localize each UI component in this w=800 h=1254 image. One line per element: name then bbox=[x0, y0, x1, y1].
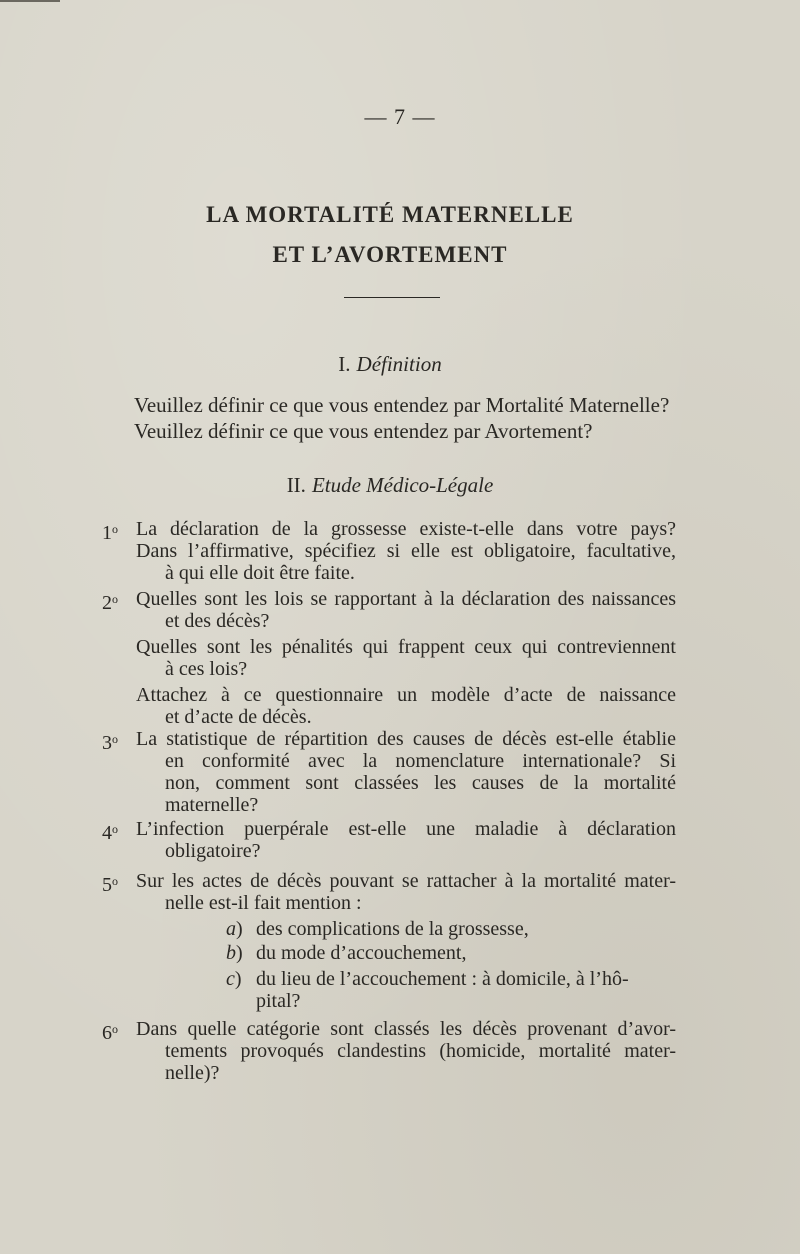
section-label: Etude Médico-Légale bbox=[311, 473, 494, 497]
section-label: Définition bbox=[356, 352, 442, 376]
definition-line: Veuillez définir ce que vous entendez par Mortalité Maternelle? bbox=[134, 393, 670, 417]
item-line: Attachez à ce questionnaire un modèle d’acte de naissance bbox=[136, 684, 676, 706]
top-edge-rule bbox=[0, 0, 60, 2]
section-number: I. bbox=[338, 352, 351, 376]
page-number: — 7 — bbox=[364, 104, 436, 129]
item-line: Sur les actes de décès pouvant se rattacher à la mortalité mater- bbox=[136, 870, 676, 892]
definition-line: Veuillez définir ce que vous entendez par Avortement? bbox=[134, 419, 593, 443]
section-heading-definition bbox=[0, 352, 780, 377]
item-number: 5$^o$ bbox=[102, 874, 118, 896]
subitem-letter: b) bbox=[226, 942, 243, 964]
item-line: tements provoqués clandestins (homicide, mortalité mater- bbox=[165, 1040, 676, 1062]
item-line: L’infection puerpérale est-elle une maladie à déclaration bbox=[136, 818, 676, 840]
item-line: et des décès? bbox=[165, 610, 270, 632]
item-number: 3$^o$ bbox=[102, 732, 118, 754]
item-line: La statistique de répartition des causes de décès est-elle établie bbox=[136, 728, 676, 750]
item-line: maternelle? bbox=[165, 794, 259, 816]
subitem-line: des complications de la grossesse, bbox=[256, 918, 529, 940]
subitem-line: du mode d’accouchement, bbox=[256, 942, 467, 964]
definition-questions bbox=[134, 392, 678, 444]
item-line: La déclaration de la grossesse existe-t-elle dans votre pays? bbox=[136, 518, 676, 540]
item-number: 4$^o$ bbox=[102, 822, 118, 844]
section-heading-etude bbox=[0, 473, 780, 498]
title-line-2: ET L’AVORTEMENT bbox=[272, 242, 508, 267]
section-number: II. bbox=[286, 473, 306, 497]
subitem-letter: a) bbox=[226, 918, 243, 940]
item-number: 6$^o$ bbox=[102, 1022, 118, 1044]
item-line: Quelles sont les lois se rapportant à la déclaration des naissances bbox=[136, 588, 676, 610]
item-line: obligatoire? bbox=[165, 840, 261, 862]
item-line: nelle est-il fait mention : bbox=[165, 892, 362, 914]
title-divider bbox=[344, 297, 440, 298]
item-line: non, comment sont classées les causes de la mortalité bbox=[165, 772, 676, 794]
subitem-letter: c) bbox=[226, 968, 242, 990]
item-number: 2$^o$ bbox=[102, 592, 118, 614]
item-line: en conformité avec la nomenclature internationale? Si bbox=[165, 750, 676, 772]
item-number: 1$^o$ bbox=[102, 522, 118, 544]
item-line: Dans l’affirmative, spécifiez si elle est obligatoire, facultative, bbox=[136, 540, 676, 562]
item-line: Dans quelle catégorie sont classés les décès provenant d’avor- bbox=[136, 1018, 676, 1040]
subitem-line: pital? bbox=[256, 990, 301, 1012]
subitem-line: du lieu de l’accouchement : à domicile, à l’hô- bbox=[256, 968, 629, 990]
title-line-1: LA MORTALITÉ MATERNELLE bbox=[206, 202, 574, 227]
item-line: Quelles sont les pénalités qui frappent ceux qui contreviennent bbox=[136, 636, 676, 658]
item-line: à qui elle doit être faite. bbox=[165, 562, 355, 584]
item-line: et d’acte de décès. bbox=[165, 706, 312, 728]
item-line: nelle)? bbox=[165, 1062, 220, 1084]
item-line: à ces lois? bbox=[165, 658, 248, 680]
